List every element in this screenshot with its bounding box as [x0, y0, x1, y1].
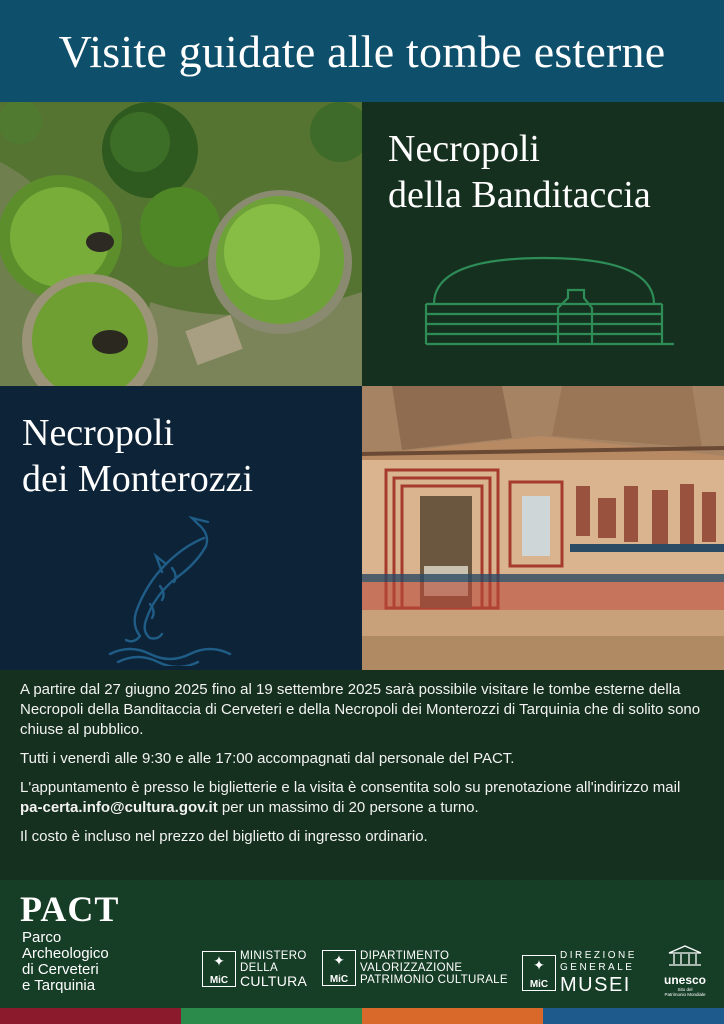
musei-text: [560, 950, 637, 996]
page-title: Visite guidate alle tombe esterne: [58, 25, 666, 77]
mic-badge-text: MiC: [209, 975, 229, 986]
pact-subtitle-line4: e Tarquinia: [22, 977, 96, 994]
booking-text-before: L'appuntamento è presso le biglietterie e la visita è consentita solo su prenotazione all'indirizzo mail: [20, 779, 681, 796]
banditaccia-title-line1: Necropoli: [388, 128, 540, 170]
ministero-line2: DELLA: [240, 962, 278, 974]
ministero-text: [240, 950, 307, 988]
pact-subtitle: [22, 930, 109, 994]
mic-badge-icon: ✦ MiC: [322, 950, 356, 986]
monterozzi-title-line2: dei Monterozzi: [22, 458, 254, 500]
ministero-line3: CULTURA: [240, 973, 308, 989]
info-paragraph-cost: Il costo è incluso nel prezzo del biglietto di ingresso ordinario.: [20, 828, 428, 845]
title-bar: [0, 0, 724, 102]
unesco-logo: [654, 944, 716, 997]
musei-line2: GENERALE: [560, 962, 635, 973]
monterozzi-tomb-photo: [362, 386, 724, 670]
stripe-orange: [362, 1008, 543, 1024]
pact-subtitle-line3: di Cerveteri: [22, 961, 99, 978]
dipartimento-logo: [322, 950, 508, 986]
dipartimento-line2: VALORIZZAZIONE: [360, 962, 463, 974]
footer: [0, 880, 724, 1008]
musei-line3: MUSEI: [560, 974, 631, 996]
tumulus-icon: [362, 252, 724, 382]
dipartimento-line1: DIPARTIMENTO: [360, 950, 450, 962]
stripe-red: [0, 1008, 181, 1024]
musei-line1: DIREZIONE: [560, 950, 637, 961]
banditaccia-panel: [362, 102, 724, 386]
unesco-sub1: Sito del: [677, 987, 693, 992]
unesco-temple-icon: [665, 944, 705, 968]
mic-badge-icon: ✦ MiC: [522, 955, 556, 991]
stripe-green: [181, 1008, 362, 1024]
pact-logo: PACT: [20, 889, 120, 929]
bottom-color-stripe: [0, 1008, 724, 1024]
monterozzi-panel: [0, 386, 362, 670]
info-text-block: [0, 670, 724, 880]
ministero-cultura-logo: [202, 950, 307, 988]
ministero-line1: MINISTERO: [240, 950, 307, 962]
monterozzi-title-line1: Necropoli: [22, 412, 174, 454]
unesco-sub2: Patrimonio Mondiale: [664, 992, 706, 997]
info-paragraph-dates: A partire dal 27 giugno 2025 fino al 19 settembre 2025 sarà possibile visitare le tombe esterne della Necropoli della Banditaccia di Cerveteri e della Necropoli dei Monterozzi di Tarquinia che di solito sono chiuse al pubblico.: [20, 681, 701, 738]
stripe-blue: [543, 1008, 724, 1024]
mic-badge-text: MiC: [329, 974, 349, 985]
painted-tomb-illustration: [362, 386, 724, 670]
unesco-name: unesco: [663, 973, 706, 987]
banditaccia-title: [388, 126, 651, 218]
pact-subtitle-line1: Parco: [22, 929, 62, 946]
dipartimento-line3: PATRIMONIO CULTURALE: [360, 974, 508, 986]
banditaccia-title-line2: della Banditaccia: [388, 174, 651, 216]
mic-badge-text: MiC: [529, 979, 549, 990]
booking-text-after: per un massimo di 20 persone a turno.: [217, 799, 479, 816]
booking-email-link[interactable]: pa-certa.info@cultura.gov.it: [20, 799, 218, 816]
dipartimento-text: [360, 950, 508, 986]
dolphin-icon: [100, 516, 260, 666]
pact-subtitle-line2: Archeologico: [22, 945, 109, 962]
monterozzi-title: [22, 410, 253, 502]
mic-badge-icon: ✦ MiC: [202, 951, 236, 987]
aerial-tumuli-illustration: [0, 102, 362, 386]
banditaccia-aerial-photo: [0, 102, 362, 386]
direzione-musei-logo: [522, 950, 637, 996]
info-paragraph-schedule: Tutti i venerdì alle 9:30 e alle 17:00 accompagnati dal personale del PACT.: [20, 750, 515, 767]
info-paragraph-booking: [20, 778, 704, 818]
